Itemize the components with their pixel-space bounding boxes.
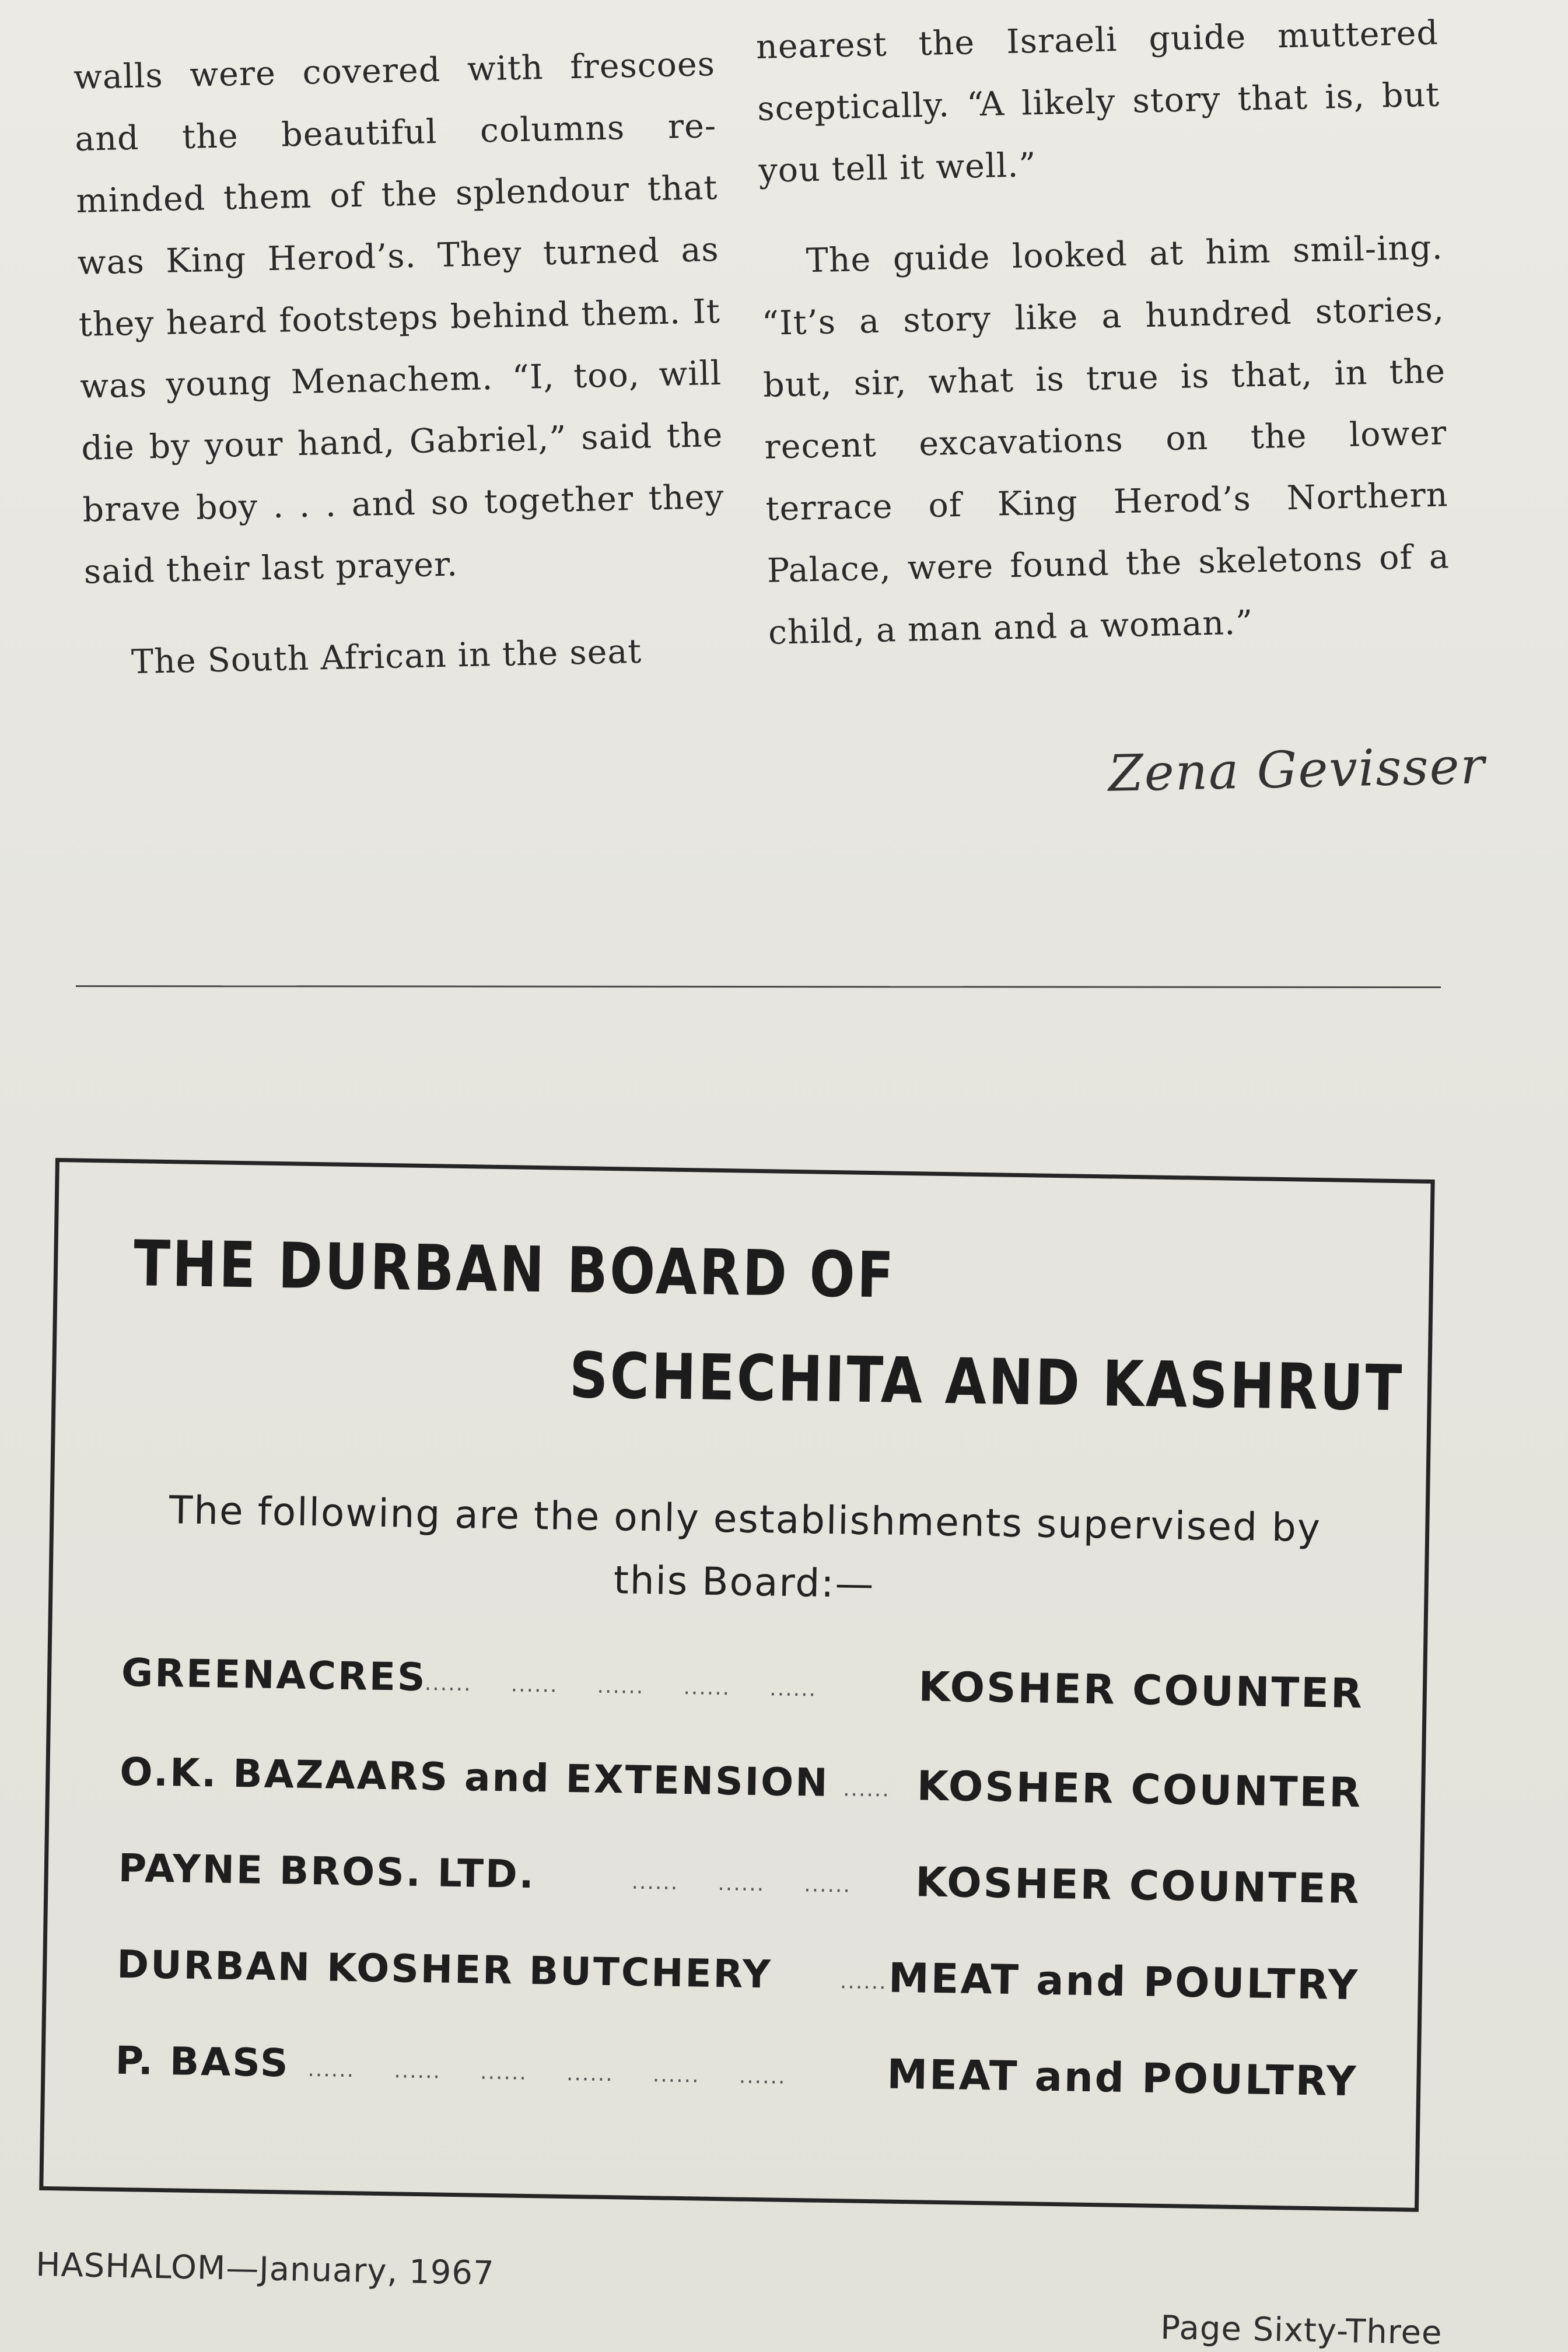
ad-title-line-1: THE DURBAN BOARD OF <box>133 1227 897 1312</box>
establishment-type: KOSHER COUNTER <box>918 1662 1364 1718</box>
leader-dots: ...... <box>839 1969 887 1994</box>
establishment-row <box>116 1942 1359 2020</box>
article-paragraph: The guide looked at him smil-ing. “It’s a story like a hundred stories, but, sir, what is true is that, in the recent excavations on the lower terrace of King Herod’s Northern Palace, were found the skeletons of a child, a man and a woman.” <box>761 228 1450 652</box>
author-signature: Zena Gevisser <box>1108 737 1486 803</box>
establishment-name: P. BASS <box>115 2038 290 2086</box>
advertisement-box <box>39 1158 1435 2212</box>
establishment-name: DURBAN KOSHER BUTCHERY <box>116 1941 773 1997</box>
establishment-row <box>121 1650 1364 1728</box>
article-paragraph: nearest the Israeli guide muttered sceptically. “A likely story that is, but you tell it well.” <box>755 13 1440 190</box>
article-paragraph: walls were covered with frescoes and the beautiful columns re-minded them of the splendour that was King Herod’s. They turned as they heard footsteps behind them. It was young Menachem. “I, too, will die by your hand, Gabriel,” said the brave boy . . . and so together they said their last prayer. <box>73 44 725 592</box>
ad-intro <box>131 1478 1358 1623</box>
section-divider <box>76 985 1441 988</box>
article-right-column <box>755 2 1452 692</box>
establishment-type: MEAT and POULTRY <box>886 2050 1359 2106</box>
publication-footer: HASHALOM—January, 1967 <box>35 2246 495 2293</box>
ad-intro-line-2: this Board:— <box>613 1558 876 1607</box>
establishment-row <box>118 1846 1361 1923</box>
leader-dots: ...... ...... ...... ...... ...... <box>424 1671 817 1702</box>
article-paragraph: The South African in the seat <box>131 632 642 682</box>
establishment-row <box>115 2038 1358 2116</box>
establishment-row <box>120 1749 1363 1827</box>
page-number: Page Sixty-Three <box>1160 2309 1443 2352</box>
leader-dots: ...... <box>842 1777 891 1802</box>
leader-dots: ...... ...... ...... <box>631 1870 852 1898</box>
ad-intro-line-1: The following are the only establishments supervised by <box>169 1488 1322 1551</box>
establishment-type: KOSHER COUNTER <box>915 1858 1362 1913</box>
establishment-type: KOSHER COUNTER <box>916 1762 1363 1817</box>
establishment-name: O.K. BAZAARS and EXTENSION <box>119 1749 830 1805</box>
establishment-type: MEAT and POULTRY <box>888 1954 1360 2010</box>
establishment-name: PAYNE BROS. LTD. <box>118 1845 536 1898</box>
article-left-column <box>73 33 729 723</box>
leader-dots: ...... ...... ...... ...... ...... ...... <box>307 2057 786 2089</box>
ad-title-line-2: SCHECHITA AND KASHRUT <box>569 1339 1405 1426</box>
establishment-name: GREENACRES <box>121 1650 428 1700</box>
